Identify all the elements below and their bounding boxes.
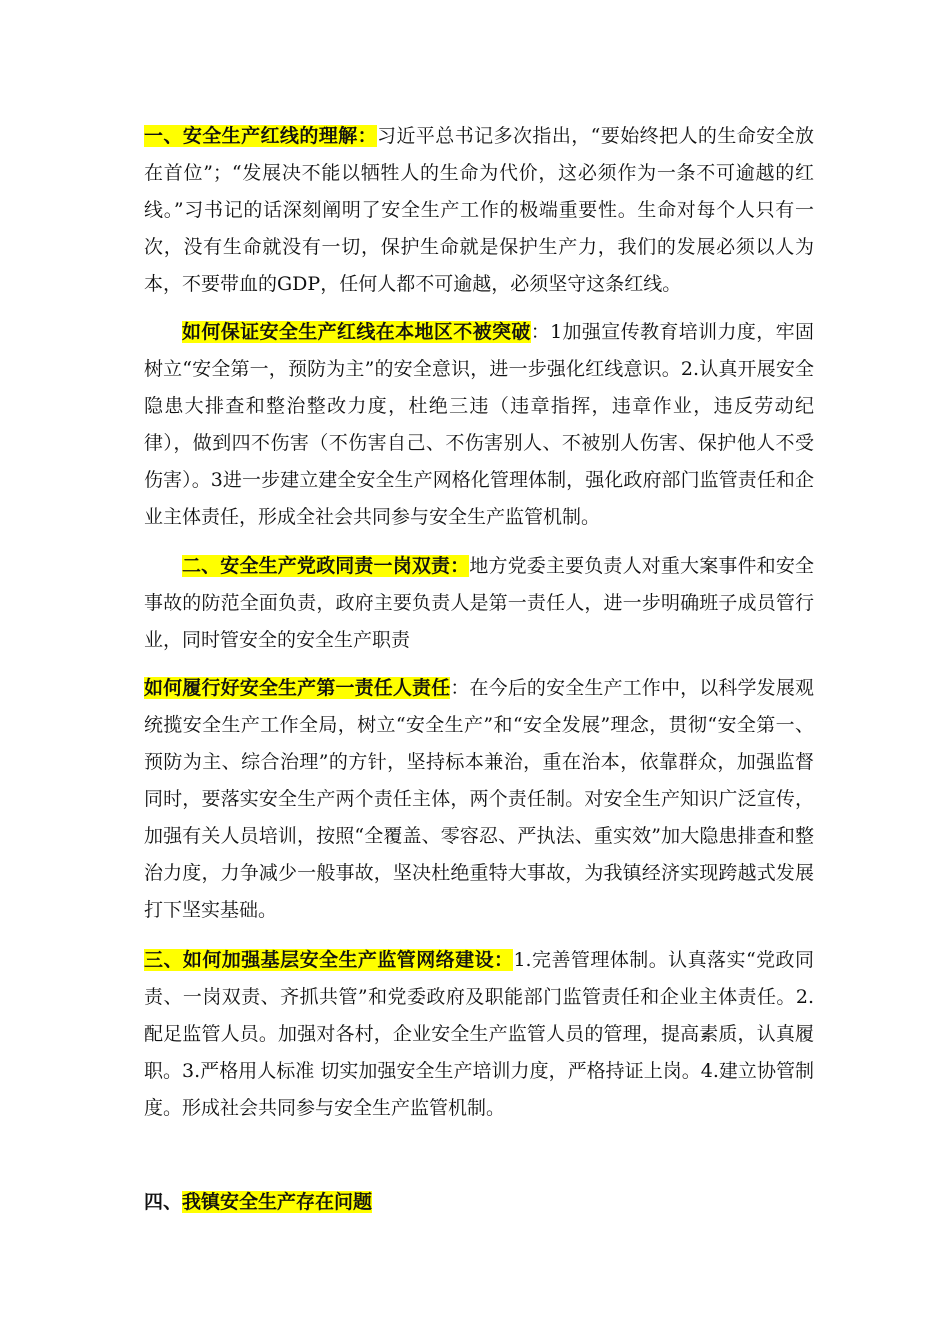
section-1-paragraph	[144, 118, 814, 303]
section-1-body: 习近平总书记多次指出，“要始终把人的生命安全放在首位”；“发展决不能以牺牲人的生命为代价，这必须作为一条不可逾越的红线。”习书记的话深刻阐明了安全生产工作的极端重要性。生命对每个人只有一次，没有生命就没有一切，保护生命就是保护生产力，我们的发展必须以人为本，不要带血的GDP，任何人都不可逾越，必须坚守这条红线。	[144, 125, 814, 295]
section-4-heading-highlighted: 我镇安全生产存在问题	[182, 1191, 373, 1213]
redline-guarantee-body: ：1加强宣传教育培训力度，牢固树立“安全第一，预防为主”的安全意识，进一步强化红线意识。2.认真开展安全隐患大排查和整治整改力度，杜绝三违（违章指挥，违章作业，违反劳动纪律），做到四不伤害（不伤害自己、不伤害别人、不被别人伤害、保护他人不受伤害）。3进一步建立建全安全生产网格化管理体制，强化政府部门监管责任和企业主体责任，形成全社会共同参与安全生产监管机制。	[144, 321, 814, 528]
section-2-heading: 二、安全生产党政同责一岗双责：	[182, 555, 470, 577]
section-2-paragraph	[144, 548, 814, 659]
section-3-paragraph	[144, 942, 814, 1127]
section-4-heading	[144, 1184, 814, 1221]
section-2-body: 地方党委主要负责人对重大案事件和安全事故的防范全面负责，政府主要负责人是第一责任人，进一步明确班子成员管行业，同时管安全的安全生产职责	[144, 555, 814, 651]
redline-guarantee-heading: 如何保证安全生产红线在本地区不被突破	[182, 321, 531, 343]
first-responsibility-paragraph	[144, 670, 814, 929]
section-3-heading: 三、如何加强基层安全生产监管网络建设：	[144, 949, 514, 971]
section-3-body: 1.完善管理体制。认真落实“党政同责、一岗双责、齐抓共管”和党委政府及职能部门监管责任和企业主体责任。2.配足监管人员。加强对各村，企业安全生产监管人员的管理，提高素质，认真履职。3.严格用人标准 切实加强安全生产培训力度，严格持证上岗。4.建立协管制度。形成社会共同参与安全生产监管机制。	[144, 949, 814, 1119]
section-4-heading-prefix: 四、	[144, 1191, 183, 1213]
section-1-heading: 一、安全生产红线的理解：	[144, 125, 378, 147]
first-responsibility-body: ：在今后的安全生产工作中，以科学发展观统揽安全生产工作全局，树立“安全生产”和“安全发展”理念，贯彻“安全第一、预防为主、综合治理”的方针，坚持标本兼治，重在治本，依靠群众，加强监督同时，要落实安全生产两个责任主体，两个责任制。对安全生产知识广泛宣传，加强有关人员培训，按照“全覆盖、零容忍、严执法、重实效”加大隐患排查和整治力度，力争减少一般事故，坚决杜绝重特大事故，为我镇经济实现跨越式发展打下坚实基础。	[144, 677, 814, 921]
redline-guarantee-paragraph	[144, 314, 814, 536]
first-responsibility-heading: 如何履行好安全生产第一责任人责任	[144, 677, 451, 699]
